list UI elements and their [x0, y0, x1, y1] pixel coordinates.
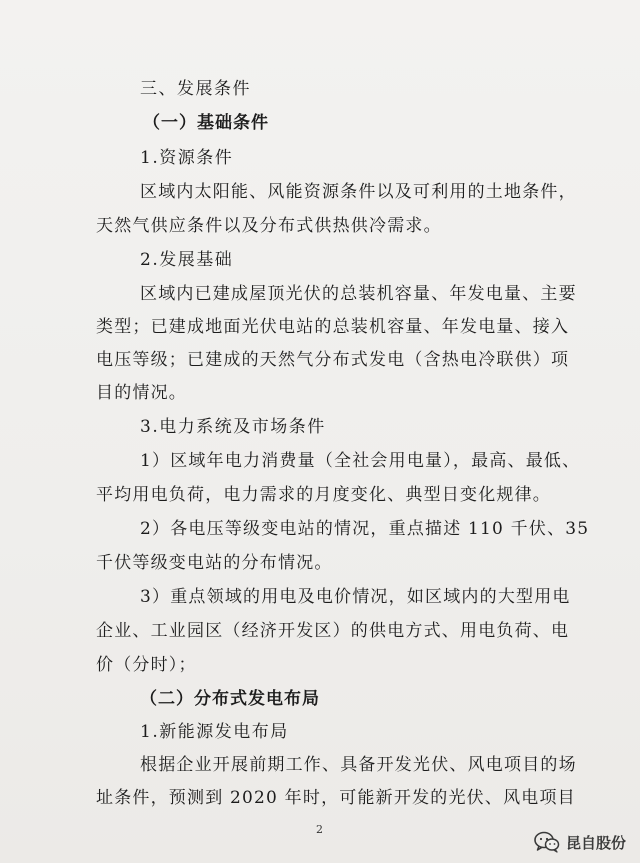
- paragraph-line: 企业、工业园区（经济开发区）的供电方式、用电负荷、电: [96, 621, 570, 641]
- wechat-icon: [534, 831, 560, 853]
- paragraph-line: 根据企业开展前期工作、具备开发光伏、风电项目的场: [140, 755, 577, 775]
- item-title-resource-conditions: 1.资源条件: [140, 148, 234, 168]
- paragraph-line: 区域内太阳能、风能资源条件以及可利用的土地条件，: [140, 182, 577, 202]
- paragraph-line: 天然气供应条件以及分布式供热供冷需求。: [96, 216, 442, 236]
- paragraph-line: 类型；已建成地面光伏电站的总装机容量、年发电量、接入: [96, 317, 570, 337]
- paragraph-line: 区域内已建成屋顶光伏的总装机容量、年发电量、主要: [140, 284, 577, 304]
- watermark-text: 昆自股份: [565, 833, 626, 852]
- paragraph-line: 址条件，预测到 2020 年时，可能新开发的光伏、风电项目: [96, 788, 576, 808]
- page-number: 2: [316, 823, 323, 836]
- paragraph-line: 价（分时）；: [96, 655, 197, 675]
- paragraph-line: 1）区域年电力消费量（全社会用电量），最高、最低、: [140, 451, 581, 471]
- item-title-new-energy-layout: 1.新能源发电布局: [140, 722, 289, 742]
- paragraph-line: 3）重点领域的用电及电价情况，如区域内的大型用电: [140, 587, 571, 607]
- item-title-development-basis: 2.发展基础: [140, 250, 234, 270]
- paragraph-line: 平均用电负荷，电力需求的月度变化、典型日变化规律。: [96, 485, 551, 505]
- paragraph-line: 电压等级；已建成的天然气分布式发电（含热电冷联供）项: [96, 350, 570, 370]
- subsection-heading-basic-conditions: （一）基础条件: [143, 113, 269, 133]
- item-title-power-system: 3.电力系统及市场条件: [140, 417, 326, 437]
- paragraph-line: 目的情况。: [96, 383, 187, 403]
- section-title: 三、发展条件: [140, 79, 251, 99]
- paragraph-line: 千伏等级变电站的分布情况。: [96, 553, 333, 573]
- watermark: [534, 831, 626, 853]
- paragraph-line: 2）各电压等级变电站的情况，重点描述 110 千伏、35: [140, 519, 590, 539]
- subsection-heading-distributed-layout: （二）分布式发电布局: [140, 689, 320, 709]
